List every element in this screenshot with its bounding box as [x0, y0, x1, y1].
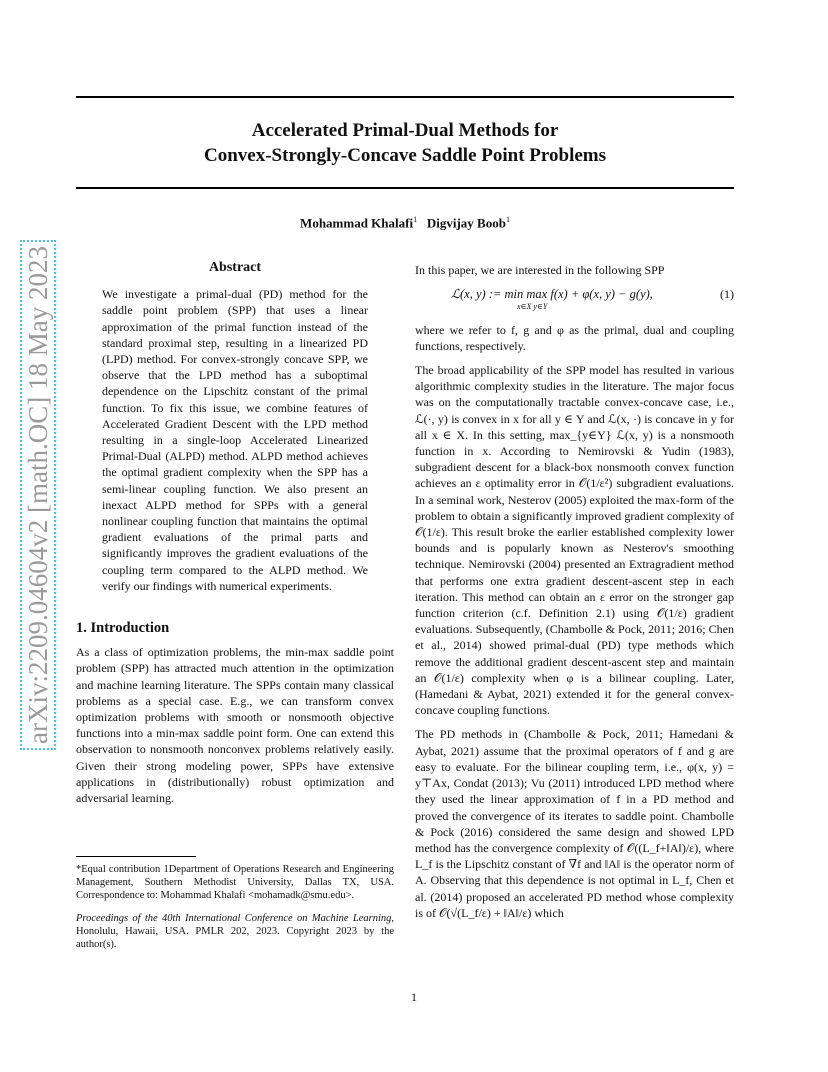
abstract-heading: Abstract: [208, 260, 262, 275]
author-list: [76, 215, 734, 231]
paper-title: [76, 118, 734, 168]
equation-body: [451, 286, 653, 315]
equation-1: [415, 286, 734, 315]
page-number: 1: [411, 990, 417, 1004]
abstract-body: We investigate a primal-dual (PD) method for the saddle point problem (SPP) that uses a linear approximation of the primal function instead of the standard proximal step, resulting in a linearized PD (LPD) method. For convex-strongly concave SPP, we observe that the LPD method has a suboptimal dependence on the Lipschitz constant of the primal function. To fix this issue, we combine features of Accelerated Gradient Descent with the LPD method resulting in a single-loop Accelerated Linearized Primal-Dual (ALPD) method. ALPD method achieves the optimal gradient complexity when the SPP has a semi-linear coupling function. We also present an inexact ALPD method for SPPs with a general nonlinear coupling function that maintains the optimal gradient evaluations of the primal parts and significantly improves the gradient evaluations of the coupling term compared to the ALPD method. We verify our findings with numerical experiments.: [102, 287, 368, 593]
affiliation-footnote: *Equal contribution 1Department of Operations Research and Engineering Management, Southern Methodist University, Dallas TX, USA. Correspondence to: Mohammad Khalafi <mohamadk@smu.edu>.: [76, 864, 394, 901]
paragraph-pd-methods: The PD methods in (Chambolle & Pock, 2011; Hamedani & Aybat, 2021) assume that the proximal operators of f and g are easy to evaluate. For the bilinear coupling term, i.e., φ(x, y) = y⊤Ax, Condat (2013); Vu (2011) introduced LPD method where they used the linear approximation of f in a PD method and proved the convergence of its iterates to saddle point. Chambolle & Pock (2016) considered the same design and showed LPD method has the convergence complexity of 𝒪((L_f+‖A‖)/ε), where L_f is the Lipschitz constant of ∇f and ‖A‖ is the operator norm of A. Observing that this dependence is not optimal in L_f, Chen et al. (2014) proposed an accelerated PD method whose complexity is of 𝒪(√(L_f/ε) + ‖A‖/ε) which: [415, 727, 734, 920]
left-column: [76, 260, 394, 814]
paragraph-functions: where we refer to f, g and φ as the primal, dual and coupling functions, respectively.: [415, 322, 734, 353]
author-affiliation-mark: 1: [413, 215, 418, 224]
footnotes: [76, 856, 394, 961]
author-name: Digvijay Boob: [426, 215, 506, 231]
footnote-rule: [76, 856, 196, 857]
title-top-rule: [76, 96, 734, 98]
equation-subscript: x∈X y∈Y: [517, 302, 548, 312]
title-line-2: Convex-Strongly-Concave Saddle Point Problems: [204, 145, 606, 166]
spp-intro-sentence: In this paper, we are interested in the following SPP: [415, 263, 665, 277]
equation-expression: ℒ(x, y) := min max f(x) + φ(x, y) − g(y),: [451, 287, 653, 302]
proceedings-details: , Honolulu, Hawaii, USA. PMLR 202, 2023. Copyright 2023 by the author(s).: [76, 913, 394, 950]
author-name: Mohammad Khalafi: [300, 215, 414, 231]
arxiv-stamp[interactable]: arXiv:2209.04604v2 [math.OC] 18 May 2023: [20, 240, 56, 750]
proceedings-venue: Proceedings of the 40th International Conference on Machine Learning: [76, 913, 392, 924]
title-line-1: Accelerated Primal-Dual Methods for: [251, 120, 559, 141]
introduction-paragraph: As a class of optimization problems, the min-max saddle point problem (SPP) has attracted much attention in the optimization and machine learning literature. The SPPs contain many classical problems as a special case. E.g., we can transform convex optimization problems with smooth or nonsmooth objective functions into a min-max saddle point form. One can extend this observation to nonsmooth nonconvex problems relatively easily. Given their strong modeling power, SPPs have extensive applications in (distributionally) robust optimization and adversarial learning.: [76, 645, 394, 806]
section-heading-introduction: 1. Introduction: [76, 620, 170, 637]
author-affiliation-mark: 1: [505, 215, 510, 224]
equation-number: (1): [720, 287, 734, 302]
right-column: [415, 262, 734, 929]
title-bottom-rule: [76, 187, 734, 189]
paragraph-related-work: The broad applicability of the SPP model has resulted in various algorithmic complexity studies in the literature. The major focus was on the computationally tractable convex-concave case, i.e., ℒ(·, y) is convex in x for all y ∈ Y and ℒ(x, ·) is concave in y for all x ∈ X. In this setting, max_{y∈Y} ℒ(x, y) is a nonsmooth function in x. According to Nemirovski & Yudin (1983), subgradient descent for a black-box nonsmooth convex function achieves an ε optimality error in 𝒪(1/ε²) subgradient evaluations. In a seminal work, Nesterov (2005) exploited the max-form of the problem to obtain a significantly improved gradient complexity of 𝒪(1/ε). This result broke the earlier established complexity lower bounds and is popularly known as Nesterov's smoothing technique. Nemirovski (2004) presented an Extragradient method that performs one extra gradient descent-ascent step in each iteration. This method can obtain an ε error on the stronger gap function criterion (c.f. Definition 2.1) using 𝒪(1/ε) gradient evaluations. Subsequently, (Chambolle & Pock, 2011; 2016; Chen et al., 2014) showed primal-dual (PD) type methods which remove the additional gradient descent-ascent step and maintain an 𝒪(1/ε) complexity when φ is a bilinear coupling. Later, (Hamedani & Aybat, 2021) extended it for the general convex-concave coupling functions.: [415, 363, 734, 718]
proceedings-footnote: [76, 912, 394, 951]
